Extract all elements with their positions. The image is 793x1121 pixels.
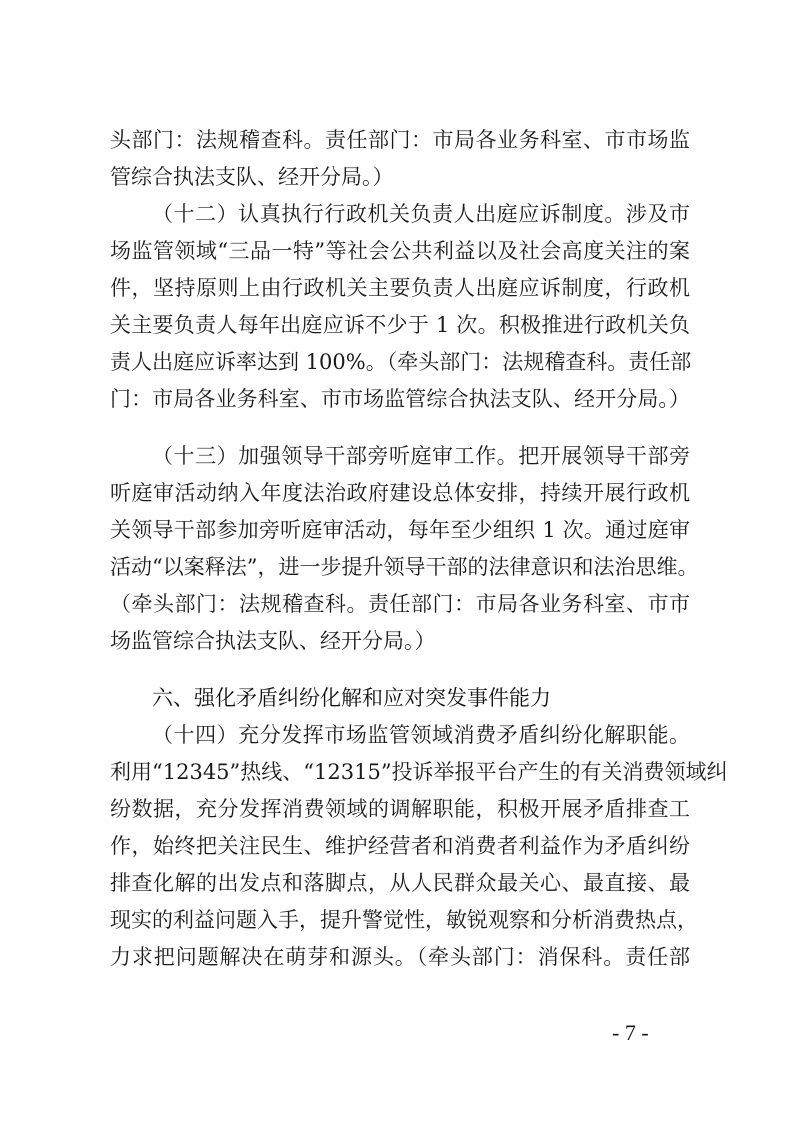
body-text-line: （牵头部门：法规稽查科。责任部门：市局各业务科室、市市 (110, 592, 690, 616)
body-text-line: （十二）认真执行行政机关负责人出庭应诉制度。涉及市 (152, 202, 690, 226)
section-heading: 六、强化矛盾纠纷化解和应对突发事件能力 (152, 686, 551, 710)
body-text-line: 纷数据，充分发挥消费领域的调解职能，积极开展矛盾排查工 (110, 797, 690, 821)
body-text-line: 活动“以案释法”，进一步提升领导干部的法律意识和法治思维。 (110, 555, 699, 579)
body-text-line: 听庭审活动纳入年度法治政府建设总体安排，持续开展行政机 (110, 481, 690, 505)
body-text-line: 件，坚持原则上由行政机关主要负责人出庭应诉制度，行政机 (110, 276, 690, 300)
body-text-line: 场监管领域“三品一特”等社会公共利益以及社会高度关注的案 (110, 239, 690, 263)
body-text-line: （十三）加强领导干部旁听庭审工作。把开展领导干部旁 (152, 444, 690, 468)
body-text-line: 作，始终把关注民生、维护经营者和消费者利益作为矛盾纠纷 (110, 834, 690, 858)
body-text-line: 场监管综合执法支队、经开分局。） (110, 629, 436, 653)
body-text-line: 头部门：法规稽查科。责任部门：市局各业务科室、市市场监 (110, 128, 690, 152)
body-text-line: 力求把问题解决在萌芽和源头。（牵头部门：消保科。责任部 (110, 945, 690, 969)
body-text-line: （十四）充分发挥市场监管领域消费矛盾纠纷化解职能。 (152, 723, 690, 747)
body-text-line: 关主要负责人每年出庭应诉不少于 1 次。积极推进行政机关负 (110, 313, 690, 337)
body-text-line: 关领导干部参加旁听庭审活动，每年至少组织 1 次。通过庭审 (110, 518, 690, 542)
page-number: - 7 - (612, 1020, 649, 1045)
body-text-line: 管综合执法支队、经开分局。） (110, 165, 394, 189)
body-text-line: 责人出庭应诉率达到 100%。（牵头部门：法规稽查科。责任部 (110, 350, 692, 374)
body-text-line: 现实的利益问题入手，提升警觉性，敏锐观察和分析消费热点， (110, 908, 698, 932)
body-text-line: 利用“12345”热线、“12315”投诉举报平台产生的有关消费领域纠 (110, 760, 728, 784)
body-text-line: 排查化解的出发点和落脚点，从人民群众最关心、最直接、最 (110, 871, 690, 895)
body-text-line: 门：市局各业务科室、市市场监管综合执法支队、经开分局。） (110, 387, 690, 411)
